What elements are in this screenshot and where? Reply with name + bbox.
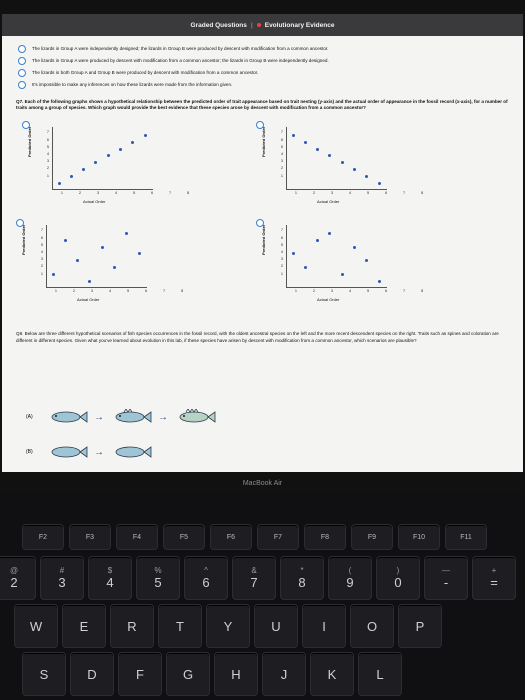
data-point	[52, 273, 55, 276]
option-text: The lizards in Group A were produced by descent with modification from a common ancestor; the lizards in Group B were independently designed.	[32, 57, 329, 63]
data-point	[378, 280, 381, 283]
data-point	[144, 134, 147, 137]
page-title: Graded Questions	[190, 21, 247, 29]
x-axis-ticks: 1 2 3 4 5 6 7 8	[55, 289, 191, 294]
q6-option-1[interactable]	[18, 45, 509, 53]
key-10[interactable]: ) 0	[376, 556, 420, 600]
arrow-right-icon: →	[94, 446, 104, 458]
data-point	[328, 154, 331, 157]
key-2[interactable]: @ 2	[0, 556, 36, 600]
data-point	[113, 266, 116, 269]
data-point	[316, 239, 319, 242]
fish-icon	[110, 444, 152, 460]
data-point	[341, 273, 344, 276]
y-axis-ticks: 7 6 5 4 3 2 1	[281, 130, 283, 178]
x-axis-label: Actual Order	[77, 297, 100, 303]
radio-button[interactable]	[18, 69, 26, 77]
key-t[interactable]: T	[158, 604, 202, 648]
key-7[interactable]: & 7	[232, 556, 276, 600]
fish-icon	[46, 409, 88, 425]
key-f[interactable]: F	[118, 652, 162, 696]
key-h[interactable]: H	[214, 652, 258, 696]
key-o[interactable]: O	[350, 604, 394, 648]
key-f6[interactable]: F6	[210, 524, 252, 550]
fish-icon	[46, 444, 88, 460]
q6-option-3[interactable]	[18, 69, 509, 77]
key-p[interactable]: P	[398, 604, 442, 648]
data-point	[365, 175, 368, 178]
option-text: The lizards in both Group A and Group B were produced by descent with modification from a common ancestor.	[32, 69, 259, 75]
fish-icon	[110, 409, 152, 425]
key-s[interactable]: S	[22, 652, 66, 696]
key-f11[interactable]: F11	[445, 524, 487, 550]
data-point	[88, 280, 91, 283]
radio-button[interactable]	[18, 57, 26, 65]
key-e[interactable]: E	[62, 604, 106, 648]
y-axis-ticks: 7 6 5 4 3 2 1	[47, 130, 49, 178]
title-separator: |	[250, 21, 253, 29]
key-d[interactable]: D	[70, 652, 114, 696]
y-axis-label: Predicted Order	[261, 127, 266, 158]
key-5[interactable]: % 5	[136, 556, 180, 600]
data-point	[292, 134, 295, 137]
plot-area	[261, 225, 431, 303]
section-tab[interactable]: Evolutionary Evidence	[264, 21, 335, 29]
question-content	[2, 36, 523, 344]
plot-area	[261, 127, 431, 205]
x-axis-label: Actual Order	[317, 297, 340, 303]
key-f4[interactable]: F4	[116, 524, 158, 550]
scenario-a-label: (A)	[26, 414, 33, 420]
data-point	[353, 246, 356, 249]
q6-option-2[interactable]	[18, 57, 509, 65]
radio-button[interactable]	[18, 45, 26, 53]
graph-option-1[interactable]	[22, 121, 197, 205]
option-text: The lizards in Group A were independently designed; the lizards in Group B were produced by descent with modification from a common ancestor.	[32, 45, 329, 51]
key-g[interactable]: G	[166, 652, 210, 696]
key-u[interactable]: U	[254, 604, 298, 648]
data-point	[138, 252, 141, 255]
key-f7[interactable]: F7	[257, 524, 299, 550]
plot-area	[21, 225, 191, 303]
data-point	[365, 259, 368, 262]
data-point	[292, 252, 295, 255]
arrow-right-icon: →	[94, 411, 104, 423]
key-k[interactable]: K	[310, 652, 354, 696]
laptop-brand-label: MacBook Air	[0, 478, 525, 494]
status-dot-icon	[257, 23, 261, 27]
data-point	[94, 161, 97, 164]
x-axis-ticks: 1 2 3 4 5 6 7 8	[61, 191, 197, 196]
data-point	[64, 239, 67, 242]
key-r[interactable]: R	[110, 604, 154, 648]
key-11[interactable]: — -	[424, 556, 468, 600]
x-axis-ticks: 1 2 3 4 5 6 7 8	[295, 289, 431, 294]
scenario-b	[26, 442, 152, 462]
arrow-right-icon: →	[158, 411, 168, 423]
q8-text: Q8. Below are three different hypothetical scenarios of fish species occurrences in the fossil record, with the oldest ancestral species on the left and the more recent descendent species on the right. Traits such as spines and coloration are different in different species. Given what you've learned about evolution in this lab, if these species have arisen by descent with modification from a common ancestor, which scenarios are plausible?	[16, 331, 499, 343]
x-axis-ticks: 1 2 3 4 5 6 7 8	[295, 191, 431, 196]
data-point	[304, 266, 307, 269]
data-point	[107, 154, 110, 157]
key-f8[interactable]: F8	[304, 524, 346, 550]
browser-page	[2, 14, 523, 472]
scenario-b-label: (B)	[26, 449, 33, 455]
radio-button[interactable]	[18, 81, 26, 89]
graph-option-2[interactable]	[256, 121, 431, 205]
data-point	[58, 182, 61, 185]
x-axis-label: Actual Order	[317, 199, 340, 205]
laptop-keyboard	[0, 494, 525, 700]
key-y[interactable]: Y	[206, 604, 250, 648]
data-point	[341, 161, 344, 164]
data-point	[328, 232, 331, 235]
q7-text: Q7. Each of the following graphs shows a hypothetical relationship between the predicted order of trait appearance based on trait nesting (y-axis) and the actual order of appearance in the fossil record (x-axis), for a number of traits among a group of species. Which graph would provide the best evidence that these species arose by descent with modification from a common ancestor?	[16, 99, 508, 111]
page-header	[2, 14, 523, 36]
plot-area	[27, 127, 197, 205]
data-point	[353, 168, 356, 171]
key-w[interactable]: W	[14, 604, 58, 648]
data-point	[82, 168, 85, 171]
key-f5[interactable]: F5	[163, 524, 205, 550]
option-text: It's impossible to make any inferences on how these lizards were made from the information given.	[32, 81, 233, 87]
key-9[interactable]: ( 9	[328, 556, 372, 600]
key-3[interactable]: # 3	[40, 556, 84, 600]
key-8[interactable]: * 8	[280, 556, 324, 600]
q7-graph-options	[16, 115, 509, 327]
y-axis-ticks: 7 6 5 4 3 2 1	[41, 228, 43, 276]
data-point	[131, 141, 134, 144]
graph-option-3[interactable]	[16, 219, 191, 303]
data-point	[316, 148, 319, 151]
data-point	[378, 182, 381, 185]
y-axis-ticks: 7 6 5 4 3 2 1	[281, 228, 283, 276]
key-f9[interactable]: F9	[351, 524, 393, 550]
y-axis-label: Predicted Order	[261, 225, 266, 256]
graph-option-4[interactable]	[256, 219, 431, 303]
key-j[interactable]: J	[262, 652, 306, 696]
key-4[interactable]: $ 4	[88, 556, 132, 600]
key-f3[interactable]: F3	[69, 524, 111, 550]
data-point	[101, 246, 104, 249]
fish-icon	[174, 409, 216, 425]
key-12[interactable]: + =	[472, 556, 516, 600]
y-axis-label: Predicted Order	[27, 127, 32, 158]
key-l[interactable]: L	[358, 652, 402, 696]
key-6[interactable]: ^ 6	[184, 556, 228, 600]
q6-option-4[interactable]	[18, 81, 509, 89]
key-f2[interactable]: F2	[22, 524, 64, 550]
scenario-a	[26, 407, 216, 427]
key-f10[interactable]: F10	[398, 524, 440, 550]
key-i[interactable]: I	[302, 604, 346, 648]
data-point	[304, 141, 307, 144]
x-axis-label: Actual Order	[83, 199, 106, 205]
data-point	[125, 232, 128, 235]
y-axis-label: Predicted Order	[21, 225, 26, 256]
data-point	[119, 148, 122, 151]
data-point	[70, 175, 73, 178]
data-point	[76, 259, 79, 262]
